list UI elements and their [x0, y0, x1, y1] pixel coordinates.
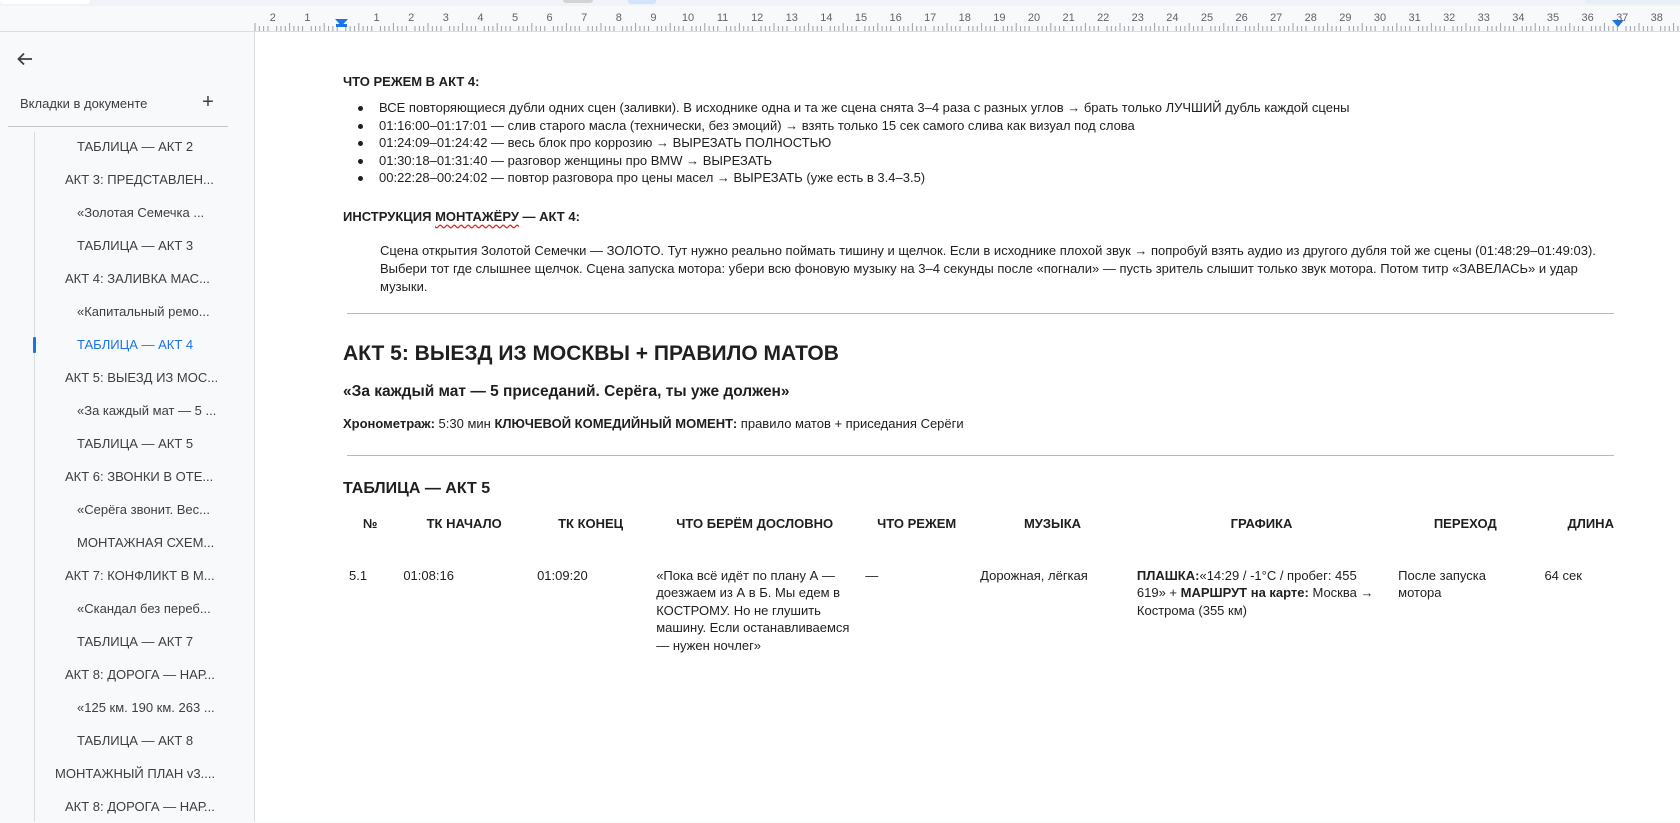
timing-value: 5:30 мин	[434, 415, 495, 431]
outline-item[interactable]: АКТ 6: ЗВОНКИ В ОТЕ...	[65, 469, 214, 484]
graphics-text-2: Москва → Кострома (355 км)	[1136, 585, 1374, 618]
graphics-label-1: ПЛАШКА:	[1136, 567, 1200, 583]
outline-item[interactable]: АКТ 8: ДОРОГА — НАР...	[65, 667, 215, 682]
back-button[interactable]	[10, 44, 40, 74]
cell-tc-start: 01:08:16	[403, 567, 454, 583]
col-header-length: ДЛИНА	[1567, 515, 1614, 531]
cell-num: 5.1	[349, 567, 368, 583]
ruler-label: 17	[924, 12, 937, 24]
col-header-cut: ЧТО РЕЖЕМ	[877, 515, 957, 531]
cell-length: 64 сек	[1544, 567, 1582, 583]
toolbar-right-remnant	[1585, 0, 1680, 4]
outline-item[interactable]: «За каждый мат — 5 ...	[77, 403, 217, 418]
ruler-label: 10	[681, 12, 695, 24]
sidebar-divider	[8, 126, 228, 127]
ruler-label: 1	[304, 12, 311, 24]
ruler-label: 15	[854, 12, 868, 24]
editor-instruction-heading	[343, 209, 1658, 224]
ruler-label: 12	[751, 12, 764, 24]
ruler-label: 31	[1408, 12, 1421, 24]
outline-item[interactable]: АКТ 8: ДОРОГА — НАР...	[65, 799, 215, 814]
key-moment-value: правило матов + приседания Серёги	[737, 415, 964, 431]
col-header-num: №	[362, 515, 378, 531]
outline-item[interactable]: «Скандал без переб...	[77, 601, 211, 616]
ruler-label: 21	[1062, 12, 1075, 24]
act5-heading: АКТ 5: ВЫЕЗД ИЗ МОСКВЫ + ПРАВИЛО МАТОВ	[343, 341, 839, 365]
act5-quote-heading: «За каждый мат — 5 приседаний. Серёга, ты уже должен»	[343, 382, 790, 400]
outline-item[interactable]: АКТ 5: ВЫЕЗД ИЗ МОС...	[65, 370, 219, 385]
outline-item[interactable]: «125 км. 190 км. 263 ...	[77, 700, 215, 715]
col-header-transition: ПЕРЕХОД	[1433, 515, 1497, 531]
cut-bullet-list	[343, 99, 1658, 187]
document-page[interactable]	[255, 32, 1680, 822]
timing-label: Хронометраж:	[343, 415, 435, 431]
toolbar-search-remnant	[0, 0, 90, 4]
col-header-tc-start: ТК НАЧАЛО	[426, 515, 502, 531]
cell-tc-end: 01:09:20	[537, 567, 588, 583]
col-header-music: МУЗЫКА	[1023, 515, 1082, 531]
outline-item[interactable]: АКТ 3: ПРЕДСТАВЛЕН...	[65, 172, 214, 187]
ruler-label: 34	[1512, 12, 1525, 24]
cell-graphics	[1131, 555, 1392, 667]
cell-cut: —	[865, 567, 879, 583]
cell-music: Дорожная, лёгкая	[980, 567, 1088, 583]
ruler-label: 24	[1166, 12, 1179, 24]
ruler-label: 8	[615, 12, 622, 24]
outline-item[interactable]: «Капитальный ремо...	[77, 304, 210, 319]
left-indent-marker[interactable]	[335, 19, 348, 27]
table-row	[343, 555, 1643, 667]
outline-item[interactable]: ТАБЛИЦА — АКТ 2	[77, 139, 194, 154]
col-header-graphics: ГРАФИКА	[1230, 515, 1293, 531]
outline-list	[0, 130, 250, 823]
outline-item[interactable]: «Серёга звонит. Вес...	[77, 502, 210, 517]
graphics-text-1: «14:29 / -1°C / пробег: 455 619» +	[1136, 567, 1357, 600]
outline-item[interactable]: ТАБЛИЦА — АКТ 4	[77, 337, 194, 352]
cell-verbatim: «Пока всё идёт по плану А — доезжаем из А в Б. Мы едем в КОСТРОМУ. Но не глушить машину. Если останавливаемся — нужен ночлег»	[656, 567, 850, 653]
ruler-label: 22	[1097, 12, 1110, 24]
ruler-label: 13	[785, 12, 798, 24]
ruler-label: 2	[269, 12, 276, 24]
list-item: 01:24:09–01:24:42 — весь блок про коррозию → ВЫРЕЗАТЬ ПОЛНОСТЬЮ	[379, 134, 1658, 152]
table-act5-title: ТАБЛИЦА — АКТ 5	[343, 479, 491, 497]
graphics-label-2: МАРШРУТ на карте:	[1180, 585, 1309, 600]
outline-item[interactable]: ТАБЛИЦА — АКТ 8	[77, 733, 194, 748]
col-header-verbatim: ЧТО БЕРЁМ ДОСЛОВНО	[676, 515, 834, 531]
ruler-ticks	[0, 6, 1680, 31]
ruler-label: 20	[1027, 12, 1041, 24]
ruler-label: 30	[1373, 12, 1387, 24]
ruler-label: 5	[511, 12, 519, 24]
col-header-tc-end: ТК КОНЕЦ	[558, 515, 624, 531]
toolbar-active-button-remnant	[628, 0, 656, 4]
toolbar-button-remnant	[563, 0, 593, 3]
ruler-label: 23	[1131, 12, 1144, 24]
ruler-label: 1	[373, 12, 380, 24]
act5-table	[343, 508, 1643, 667]
outline-item[interactable]: ТАБЛИЦА — АКТ 7	[77, 634, 194, 649]
ruler-label: 26	[1235, 12, 1248, 24]
ruler-label: 28	[1304, 12, 1317, 24]
ruler-label: 29	[1339, 12, 1352, 24]
editor-instruction-text: Сцена открытия Золотой Семечки — ЗОЛОТО. Тут нужно реально поймать тишину и щелчок. Если в исходнике плохой звук → попробуй взять аудио из другого дубля той же сцены (01:48:29–01:49:03). Выбери тот где слышнее щелчок. Сцена запуска мотора: убери всю фоновую музыку на 3–4 секунды после «погнали» — пусть зритель слышит только звук мотора. Потом титр «ЗАВЕЛАСЬ» и удар музыки.	[380, 242, 1596, 294]
document-tabs-sidebar	[0, 32, 255, 822]
ruler-label: 32	[1443, 12, 1456, 24]
ruler-label: 35	[1546, 12, 1560, 24]
ruler-label: 37	[1616, 12, 1629, 24]
outline-item[interactable]: ТАБЛИЦА — АКТ 3	[77, 238, 194, 253]
tabs-heading: Вкладки в документе	[20, 96, 148, 111]
key-moment-label: КЛЮЧЕВОЙ КОМЕДИЙНЫЙ МОМЕНТ:	[494, 415, 738, 431]
cut-heading: ЧТО РЕЖЕМ В АКТ 4:	[343, 74, 480, 89]
ruler-label: 27	[1270, 12, 1283, 24]
ruler-label: 9	[650, 12, 657, 24]
list-item: 01:16:00–01:17:01 — слив старого масла (технически, без эмоций) → взять только 15 сек самого слива как визуал под слова	[379, 117, 1658, 135]
ruler-label: 25	[1200, 12, 1214, 24]
outline-item[interactable]: ТАБЛИЦА — АКТ 5	[77, 436, 194, 451]
horizontal-ruler[interactable]	[0, 6, 1680, 32]
ruler-label: 18	[958, 12, 971, 24]
ruler-label: 4	[477, 12, 484, 24]
act5-meta	[343, 416, 1658, 431]
table-header-row	[343, 508, 1643, 555]
horizontal-rule	[347, 313, 1614, 314]
outline-item[interactable]: АКТ 4: ЗАЛИВКА МАС...	[65, 271, 210, 286]
arrow-left-icon	[16, 50, 34, 68]
list-item: 00:22:28–00:24:02 — повтор разговора про цены масел → ВЫРЕЗАТЬ (уже есть в 3.4–3.5)	[379, 169, 1658, 187]
instr-suffix: — АКТ 4:	[518, 208, 580, 224]
ruler-label: 11	[716, 12, 729, 24]
outline-item[interactable]: АКТ 7: КОНФЛИКТ В М...	[65, 568, 215, 583]
cell-transition: После запуска мотора	[1398, 567, 1486, 600]
ruler-label: 16	[889, 12, 902, 24]
ruler-label: 38	[1650, 12, 1663, 24]
add-tab-button[interactable]: +	[202, 91, 214, 113]
outline-item[interactable]: МОНТАЖНАЯ СХЕМ...	[77, 535, 215, 550]
ruler-label: 19	[993, 12, 1006, 24]
ruler-label: 33	[1477, 12, 1490, 24]
outline-item[interactable]: МОНТАЖНЫЙ ПЛАН v3....	[55, 766, 216, 781]
ruler-label: 14	[820, 12, 833, 24]
ruler-label: 3	[442, 12, 449, 24]
list-item: 01:30:18–01:31:40 — разговор женщины про BMW → ВЫРЕЗАТЬ	[379, 152, 1658, 170]
ruler-label: 36	[1581, 12, 1594, 24]
ruler-label: 2	[408, 12, 415, 24]
outline-item[interactable]: «Золотая Семечка ...	[77, 205, 205, 220]
list-item: ВСЕ повторяющиеся дубли одних сцен (заливки). В исходнике одна и та же сцена снята 3–4 раза с разных углов → брать только ЛУЧШИЙ дубль каждой сцены	[379, 99, 1658, 117]
horizontal-rule-2	[347, 455, 1614, 456]
ruler-label: 6	[546, 12, 553, 24]
ruler-label: 7	[581, 12, 588, 24]
spellcheck-word[interactable]: МОНТАЖЁРУ	[435, 208, 519, 224]
instr-prefix: ИНСТРУКЦИЯ	[343, 208, 436, 224]
